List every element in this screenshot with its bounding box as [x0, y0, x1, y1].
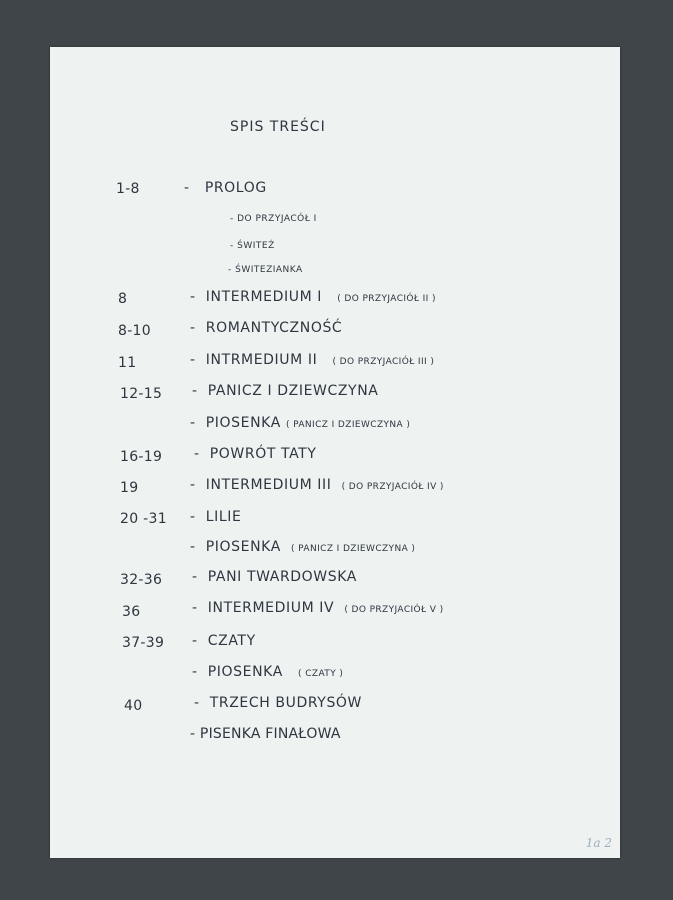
entry-note: ( PANICZ I DZIEWCZYNA )	[285, 420, 411, 430]
entry-note: ( DO PRZYJACIÓŁ IV )	[341, 482, 444, 492]
entry-title: INTRMEDIUM II	[205, 352, 318, 368]
entry-dash: -	[190, 539, 196, 555]
page-number: 11	[118, 355, 137, 371]
toc-entry	[192, 600, 443, 616]
entry-title: POWRÓT TATY	[209, 446, 317, 462]
entry-title: DO PRZYJACÓŁ I	[237, 214, 317, 224]
document-page	[50, 47, 620, 858]
page-number: 32-36	[120, 572, 163, 588]
toc-subentry	[228, 265, 303, 275]
entry-dash: -	[190, 509, 196, 525]
toc-entry	[190, 415, 410, 431]
page-number: 1-8	[116, 181, 140, 197]
entry-title: PANICZ I DZIEWCZYNA	[207, 383, 379, 399]
entry-dash: -	[190, 477, 196, 493]
page-number: 16-19	[120, 449, 163, 465]
entry-title: PIOSENKA	[207, 664, 283, 680]
toc-entry	[190, 539, 415, 555]
entry-dash: -	[184, 180, 190, 196]
entry-dash: -	[194, 446, 200, 462]
entry-dash: -	[190, 726, 196, 742]
entry-title: ROMANTYCZNOŚĆ	[205, 320, 343, 336]
entry-note: ( DO PRZYJACIÓŁ III )	[332, 357, 435, 367]
entry-title: PROLOG	[204, 180, 267, 196]
toc-entry	[190, 320, 342, 336]
entry-dash: -	[192, 569, 198, 585]
entry-title: INTERMEDIUM IV	[207, 600, 335, 616]
entry-title: PANI TWARDOWSKA	[207, 569, 357, 585]
entry-dash: -	[190, 289, 196, 305]
page-number: 8-10	[118, 323, 151, 339]
entry-title: INTERMEDIUM III	[205, 477, 332, 493]
toc-entry	[192, 383, 378, 399]
entry-dash: -	[192, 383, 198, 399]
page-title: SPIS TREŚCI	[230, 119, 326, 135]
entry-dash: -	[194, 695, 200, 711]
toc-entry	[190, 477, 444, 493]
entry-dash: -	[190, 415, 196, 431]
entry-dash: -	[190, 352, 196, 368]
entry-title: PISENKA FINAŁOWA	[199, 726, 341, 742]
handwritten-mark: 1a 2	[585, 836, 612, 850]
page-number: 19	[120, 480, 139, 496]
entry-title: PIOSENKA	[205, 415, 281, 431]
entry-note: ( DO PRZYJACIÓŁ II )	[337, 294, 436, 304]
toc-entry	[190, 289, 436, 305]
toc-entry	[190, 726, 341, 742]
toc-entry	[192, 569, 357, 585]
entry-title: INTERMEDIUM I	[205, 289, 323, 305]
entry-dash: -	[230, 214, 234, 224]
toc-entry	[194, 446, 316, 462]
entry-dash: -	[192, 600, 198, 616]
toc-entry	[190, 352, 434, 368]
toc-entry	[192, 633, 256, 649]
entry-title: LILIE	[205, 509, 242, 525]
entry-title: ŚWITEZIANKA	[235, 265, 303, 275]
entry-title: TRZECH BUDRYSÓW	[209, 695, 362, 711]
entry-note: ( DO PRZYJACIÓŁ V )	[344, 605, 444, 615]
entry-note: ( CZATY )	[298, 669, 344, 679]
entry-dash: -	[230, 241, 234, 251]
page-number: 8	[118, 291, 128, 307]
page-number: 37-39	[122, 635, 165, 651]
entry-note: ( PANICZ I DZIEWCZYNA )	[290, 544, 416, 554]
page-number: 20 -31	[120, 511, 167, 527]
page-number: 12-15	[120, 386, 163, 402]
toc-entry	[190, 509, 241, 525]
page-number: 40	[124, 698, 143, 714]
entry-dash: -	[192, 633, 198, 649]
toc-subentry	[230, 214, 317, 224]
page-number: 36	[122, 604, 141, 620]
toc-entry	[184, 180, 267, 196]
toc-entry	[194, 695, 362, 711]
entry-title: ŚWITEŹ	[237, 241, 275, 251]
entry-title: PIOSENKA	[205, 539, 281, 555]
entry-title: CZATY	[207, 633, 256, 649]
toc-subentry	[230, 241, 275, 251]
entry-dash: -	[190, 320, 196, 336]
entry-dash: -	[192, 664, 198, 680]
toc-entry	[192, 664, 343, 680]
entry-dash: -	[228, 265, 232, 275]
